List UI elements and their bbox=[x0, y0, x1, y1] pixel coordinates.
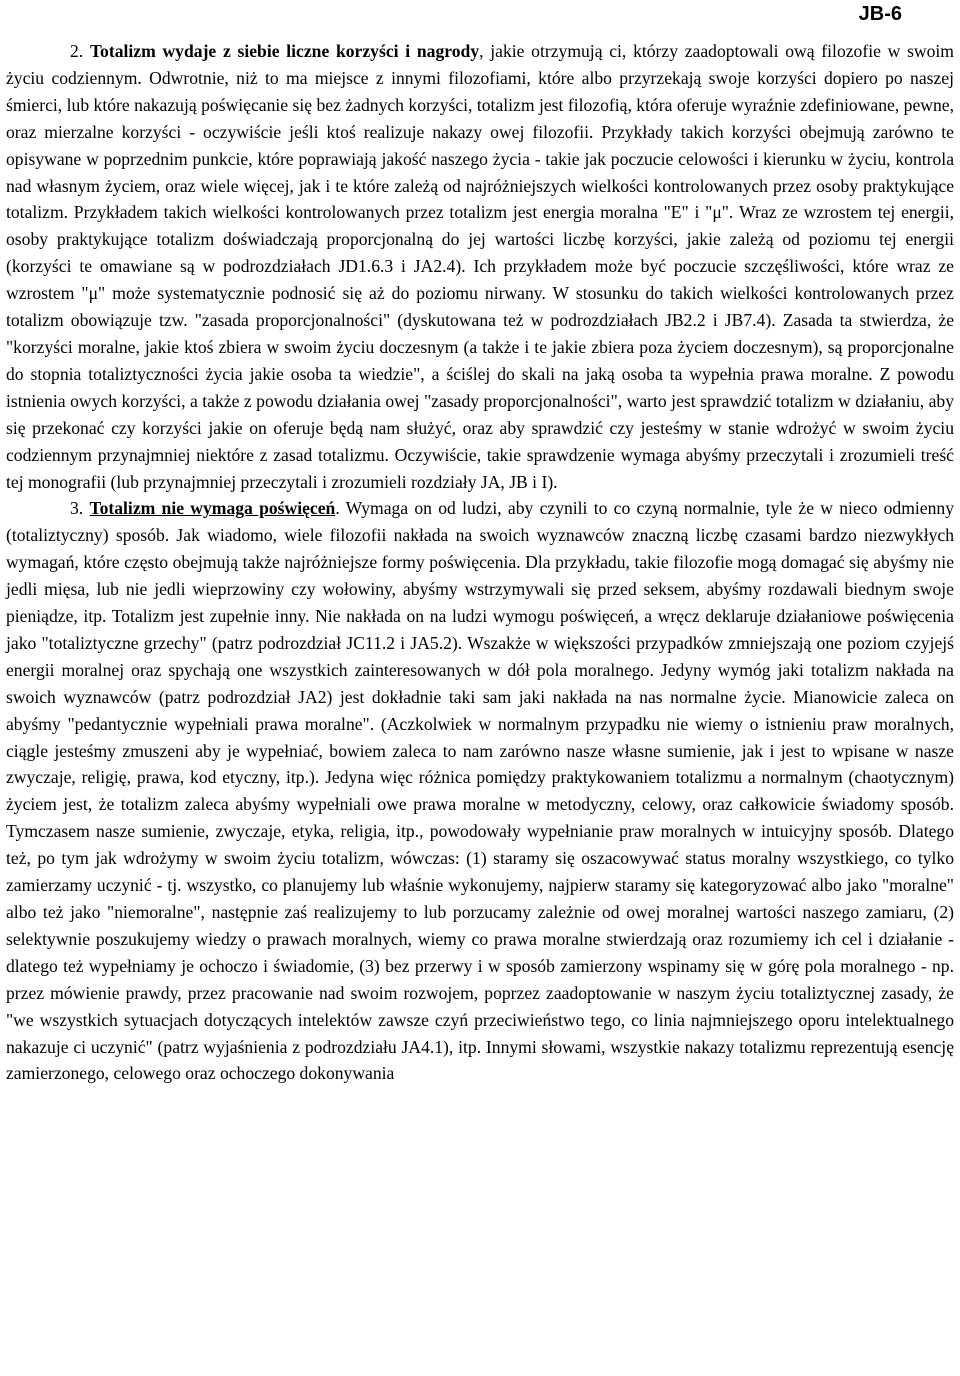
section-2-body: , jakie otrzymują ci, którzy zaadoptowali ową filozofie w swoim życiu codziennym. Odwrotnie, niż to ma miejsce z innymi filozofiami, które albo przyrzekają swoje korzyści dopiero po naszej śmierci, lub które nakazują poświęcanie się bez żadnych korzyści, totalizm jest filozofią, która oferuje wyraźnie zdefiniowane, pewne, oraz mierzalne korzyści - oczywiście jeśli ktoś realizuje nakazy owej filozofii. Przykłady takich korzyści obejmują zarówno te opisywane w poprzednim punkcie, które poprawiają jakość naszego życia - takie jak poczucie celowości i kierunku w życiu, kontrola nad własnym życiem, oraz wiele więcej, jak i te które zależą od najróżniejszych wielkości kontrolowanych przez osoby praktykujące totalizm. Przykładem takich wielkości kontrolowanych przez totalizm jest energia moralna "E" i "μ". Wraz ze wzrostem tej energii, osoby praktykujące totalizm doświadczają proporcjonalną do jej wartości liczbę korzyści, jakie zależą od poziomu tej energii (korzyści te omawiane są w podrozdziałach JD1.6.3 i JA2.4). Ich przykładem może być poczucie szczęśliwości, które wraz ze wzrostem "μ" może systematycznie podnosić się aż do poziomu nirwany. W stosunku do takich wielkości kontrolowanych przez totalizm obowiązuje tzw. "zasada proporcjonalności" (dyskutowana też w podrozdziałach JB2.2 i JB7.4). Zasada ta stwierdza, że "korzyści moralne, jakie ktoś zbiera w swoim życiu doczesnym (a także i te jakie zbiera poza życiem doczesnym), są proporcjonalne do stopnia totaliztyczności życia jakie osoba ta wiedzie", a ściślej do skali na jaką osoba ta wypełnia prawa moralne. Z powodu istnienia owych korzyści, a także z powodu działania owej "zasady proporcjonalności", warto jest sprawdzić totalizm w działaniu, aby się przekonać czy korzyści jakie on oferuje będą nam służyć, oraz aby sprawdzić czy jesteśmy w stanie wdrożyć w swoim życiu codziennym przynajmniej niektóre z zasad totalizmu. Oczywiście, takie sprawdzenie wymaga abyśmy przeczytali i zrozumieli treść tej monografii (lub przynajmniej przeczytali i zrozumieli rozdziały JA, JB i I). bbox=[6, 41, 954, 492]
section-2-paragraph bbox=[6, 38, 954, 495]
section-3-title bbox=[89, 498, 335, 518]
section-3-title-text: Totalizm nie wymaga poświęceń bbox=[89, 498, 336, 519]
page-header-label: JB-6 bbox=[858, 3, 902, 25]
section-3-number: 3. bbox=[70, 498, 84, 519]
section-2-title: Totalizm wydaje z siebie liczne korzyści i nagrody bbox=[89, 41, 480, 61]
section-2-number: 2. bbox=[70, 41, 84, 61]
section-3-paragraph bbox=[6, 495, 954, 1087]
document-body bbox=[6, 38, 954, 1087]
section-3-body: . Wymaga on od ludzi, aby czynili to co czyną normalnie, tyle że w nieco odmienny (totaliztyczny) sposób. Jak wiadomo, wiele filozofii nakłada na swoich wyznawców znaczną liczbę czasami bardzo niezwykłych wymagań, które często obejmują także najróżniejsze formy poświęcenia. Dla przykładu, takie filozofie mogą domagać się abyśmy nie jedli mięsa, lub nie jedli wieprzowiny czy wołowiny, abyśmy wstrzymywali się przed seksem, abyśmy rozdawali biednym swoje pieniądze, itp. Totalizm jest zupełnie inny. Nie nakłada on na ludzi wymogu poświęceń, a wręcz deklaruje działaniowe poświęcenia jako "totaliztyczne grzechy" (patrz podrozdział JC11.2 i JA5.2). Wszakże w większości przypadków zmniejszają one poziom czyjejś energii moralnej oraz spychają one wszystkich zainteresowanych w dół pola moralnego. Jedyny wymóg jaki totalizm nakłada na swoich wyznawców (patrz podrozdział JA2) jest dokładnie taki sam jaki nakłada na nas normalne życie. Mianowicie zaleca on abyśmy "pedantycznie wypełniali prawa moralne". (Aczkolwiek w normalnym przypadku nie wiemy o istnieniu praw moralnych, ciągle jesteśmy zmuszeni aby je wypełniać, bowiem zaleca to nam zarówno nasze własne sumienie, jak i jest to wpisane w nasze zwyczaje, religię, prawa, kod etyczny, itp.). Jedyna więc różnica pomiędzy praktykowaniem totalizmu a normalnym (chaotycznym) życiem jest, że totalizm zaleca abyśmy wypełniali owe prawa moralne w metodyczny, celowy, oraz całkowicie świadomy sposób. Tymczasem nasze sumienie, zwyczaje, etyka, religia, itp., powodowały wypełnianie praw moralnych w intuicyjny sposób. Dlatego też, po tym jak wdrożymy w swoim życiu totalizm, wówczas: (1) staramy się oszacowywać status moralny wszystkiego, co tylko zamierzamy uczynić - tj. wszystko, co planujemy lub właśnie wykonujemy, najpierw staramy się kategoryzować albo jako "moralne" albo też jako "niemoralne", następnie zaś realizujemy to lub porzucamy zależnie od owej moralnej wartości naszego zamiaru, (2) selektywnie poszukujemy wiedzy o prawach moralnych, wiemy co prawa moralne stwierdzają oraz rozumiemy ich cel i działanie - dlatego też wypełniamy je ochoczo i świadomie, (3) bez przerwy i w sposób zamierzony wspinamy się w górę pola moralnego - np. przez mówienie prawdy, przez pracowanie nad swoim rozwojem, poprzez zaadoptowanie w naszym życiu totaliztycznej zasady, że "we wszystkich sytuacjach dotyczących intelektów zawsze czyń przeciwieństwo tego, co linia najmniejszego oporu intelektualnego nakazuje ci uczynić" (patrz wyjaśnienia z podrozdziału JA4.1), itp. Innymi słowami, wszystkie nakazy totalizmu reprezentują esencję zamierzonego, celowego oraz ochoczego dokonywania bbox=[6, 498, 954, 1084]
